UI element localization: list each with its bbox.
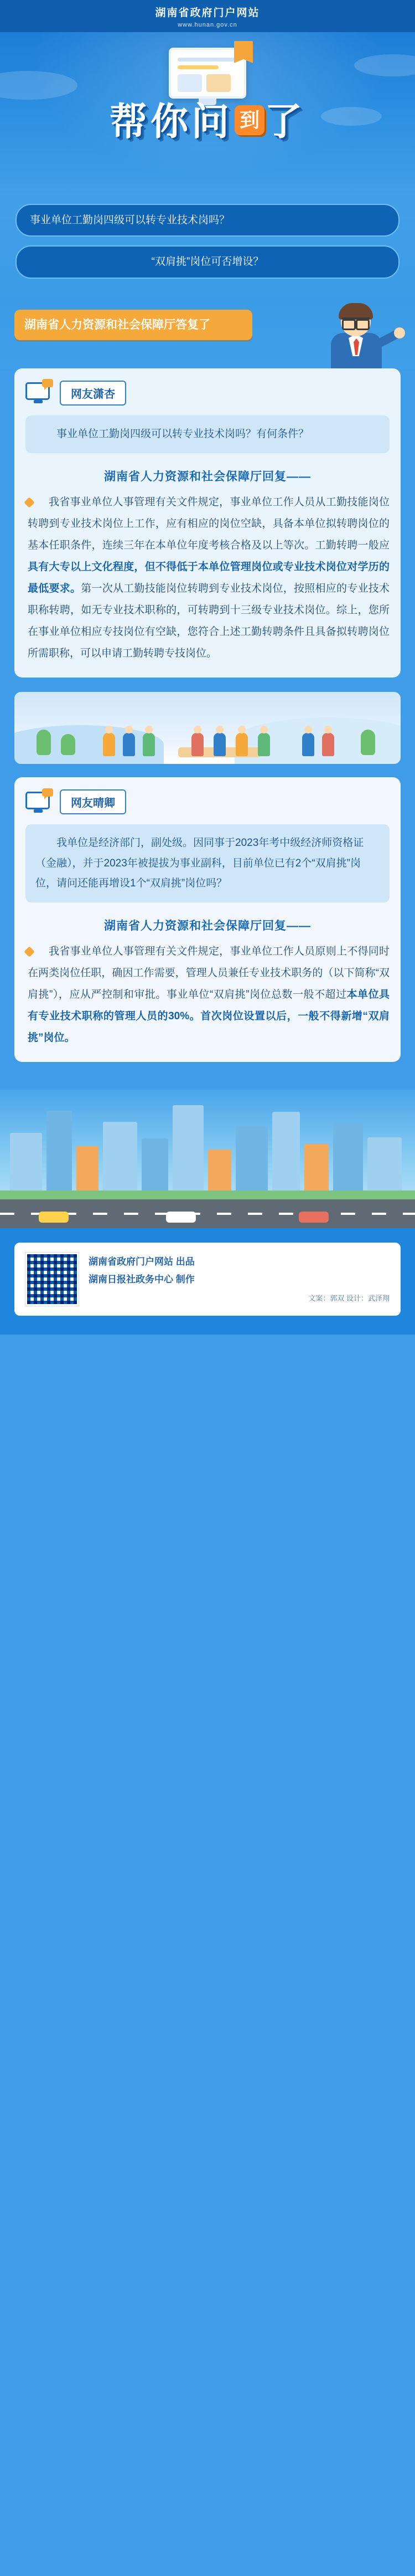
- person-figure-icon: [191, 733, 204, 756]
- person-figure-icon: [258, 733, 270, 756]
- building-shape: [173, 1105, 204, 1199]
- official-illustration-icon: [324, 305, 391, 367]
- question-chip-list: [0, 198, 415, 302]
- person-hand: [394, 327, 405, 338]
- building-shape: [272, 1112, 300, 1199]
- tree-icon: [361, 730, 375, 755]
- diamond-bullet-icon: [24, 497, 35, 508]
- car-icon: [166, 1212, 196, 1223]
- site-header: [0, 0, 415, 32]
- screen-line-highlight: [178, 65, 219, 69]
- asker-name-badge: 网友潇杏: [60, 381, 126, 406]
- question-chip[interactable]: “双肩挑”岗位可否增设？: [15, 245, 400, 278]
- person-figure-icon: [103, 733, 115, 756]
- title-text-1: 帮你: [109, 101, 191, 143]
- footer: [0, 1228, 415, 1335]
- answer-text: [25, 941, 390, 1049]
- footer-credit: 文案：郭双 设计：武泽翔: [308, 1294, 390, 1303]
- screen-thumbnail: [178, 74, 202, 92]
- building-shape: [333, 1123, 363, 1199]
- grass-strip: [0, 1190, 415, 1199]
- building-shape: [103, 1122, 137, 1199]
- speech-bubble-icon: [42, 788, 53, 797]
- answer-segment-emphasis: 具有大专以上文化程度，但不得低于本单位管理岗位或专业技术岗位对学历的最低要求。: [28, 561, 390, 594]
- answer-text: [25, 492, 390, 665]
- person-figure-icon: [214, 733, 226, 756]
- title-text-2: 了: [264, 101, 306, 143]
- tree-icon: [61, 734, 75, 755]
- qr-code-icon[interactable]: [25, 1253, 79, 1306]
- title-stamp: 到: [235, 105, 264, 135]
- footer-card: [14, 1243, 401, 1316]
- site-url: www.hunan.gov.cn: [178, 21, 237, 28]
- screen-line: [178, 58, 237, 61]
- monitor-illustration-icon: [164, 45, 251, 107]
- city-illustration: [0, 1090, 415, 1228]
- asker-row: [25, 789, 390, 814]
- speech-bubble-icon: [42, 379, 53, 387]
- site-name: 湖南省政府门户网站: [155, 7, 260, 19]
- footer-line-1: 湖南省政府门户网站 出品: [89, 1256, 195, 1267]
- building-shape: [236, 1126, 268, 1199]
- answer-segment-emphasis: 本单位具有专业技术职称的管理人员的30%。首次岗位设置以后，一般不得新增“双肩挑”岗位。: [28, 988, 390, 1044]
- question-text: 事业单位工勤岗四级可以转专业技术岗吗？有何条件？: [25, 415, 390, 453]
- netizen-message-icon: [25, 791, 52, 814]
- asker-row: [25, 381, 390, 406]
- community-illustration: [14, 692, 401, 764]
- qa-card: [14, 368, 401, 678]
- question-chip[interactable]: 事业单位工勤岗四级可以转专业技术岗吗？: [15, 204, 400, 237]
- reply-heading: 湖南省人力资源和社会保障厅回复——: [104, 470, 311, 483]
- person-figure-icon: [236, 733, 248, 756]
- title-text-highlight: 问: [191, 101, 232, 143]
- question-text: 我单位是经济部门，副处级。因同事于2023年考中级经济师资格证（金融），并于2023年被提拔为事业副科，目前单位已有2个“双肩挑”岗位，请问还能再增设1个“双肩挑”岗位吗？: [25, 824, 390, 902]
- answer-segment: 第一次从工勤技能岗位转聘到专业技术岗位，按照相应的专业技术职称转聘，如无专业技术职称的，可转聘到十三级专业技术岗位。综上，您所在事业单位相应专技岗位有空缺，您符合上述工勤转聘条件且具备拟转聘岗位所需职称，可以申请工勤转聘专技岗位。: [28, 582, 390, 659]
- qa-content: [0, 368, 415, 1090]
- screen-thumbnail: [206, 74, 231, 92]
- tree-icon: [37, 730, 51, 755]
- car-icon: [39, 1212, 69, 1223]
- person-figure-icon: [302, 733, 314, 756]
- building-shape: [46, 1111, 72, 1199]
- answer-segment: 我省事业单位人事管理有关文件规定，事业单位工作人员原则上不得同时在两类岗位任职，确因工作需要，管理人员兼任专业技术职务的（以下简称“双肩挑”），应从严控制和审批。事业单位“双肩挑”岗位总数一般不超过: [28, 945, 390, 1000]
- answer-segment: 我省事业单位人事管理有关文件规定，事业单位工作人员从工勤技能岗位转聘到专业技术岗位上工作，应有相应的岗位空缺，具备本单位拟转聘岗位的基本任职条件，连续三年在本单位年度考核合格及以上等次。工勤转聘一般应: [28, 496, 390, 551]
- asker-name-badge: 网友晴卿: [60, 789, 126, 814]
- building-shape: [10, 1133, 42, 1199]
- footer-line-2: 湖南日报社政务中心 制作: [89, 1274, 195, 1285]
- reply-heading: 湖南省人力资源和社会保障厅回复——: [104, 919, 311, 932]
- person-figure-icon: [143, 733, 155, 756]
- poster-title: [0, 103, 415, 141]
- netizen-message-icon: [25, 381, 52, 404]
- footer-text-block: [89, 1253, 390, 1306]
- glasses-icon: [342, 317, 370, 325]
- car-icon: [299, 1212, 329, 1223]
- hero-banner: [0, 32, 415, 198]
- person-figure-icon: [123, 733, 135, 756]
- cloud-decoration-icon: [0, 71, 77, 100]
- qa-card: [14, 777, 401, 1062]
- answering-org-banner: [0, 302, 415, 368]
- cloud-decoration-icon: [354, 54, 415, 76]
- person-figure-icon: [322, 733, 334, 756]
- diamond-bullet-icon: [24, 946, 35, 957]
- org-name-label: 湖南省人力资源和社会保障厅答复了: [14, 310, 252, 341]
